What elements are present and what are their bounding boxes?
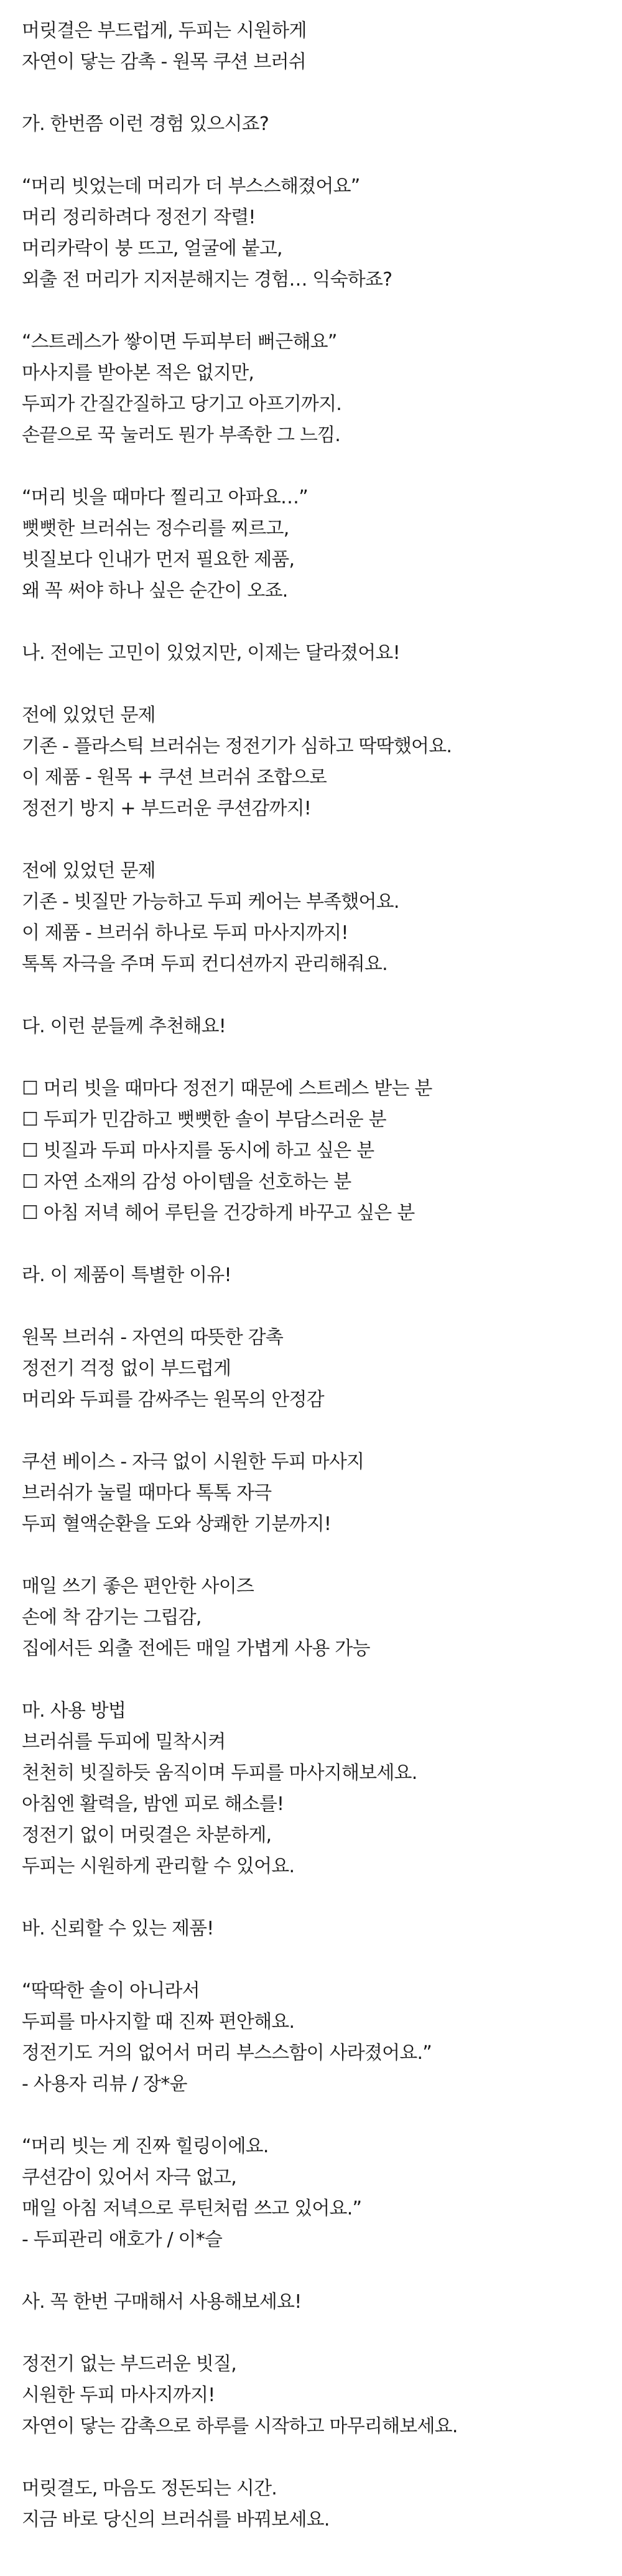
paragraph [22, 482, 600, 607]
paragraph [22, 1073, 600, 1229]
text-line: 매일 아침 저녁으로 루틴처럼 쓰고 있어요.” [22, 2198, 362, 2219]
text-line: 기존 - 플라스틱 브러쉬는 정전기가 심하고 딱딱했어요. [22, 735, 452, 757]
text-line: 다. 이런 분들께 추천해요! [22, 1015, 226, 1037]
paragraph [22, 2349, 600, 2442]
text-line: 이 제품 - 원목 + 쿠션 브러쉬 조합으로 [22, 767, 327, 788]
paragraph [22, 2287, 600, 2318]
text-line: 톡톡 자극을 주며 두피 컨디션까지 관리해줘요. [22, 953, 388, 975]
text-line: “딱딱한 솔이 아니라서 [22, 1980, 200, 2002]
text-line: - 두피관리 애호가 / 이*슬 [22, 2229, 223, 2251]
text-line: 머릿결은 부드럽게, 두피는 시원하게 [22, 20, 307, 42]
text-line: “스트레스가 쌓이면 두피부터 뻐근해요” [22, 331, 337, 353]
text-line: 자연이 닿는 감촉 - 원목 쿠션 브러쉬 [22, 51, 306, 73]
text-line: 집에서든 외출 전에든 매일 가볍게 사용 가능 [22, 1638, 370, 1659]
text-line: 지금 바로 당신의 브러쉬를 바꿔보세요. [22, 2509, 330, 2531]
text-line: 머릿결도, 마음도 정돈되는 시간. [22, 2478, 277, 2499]
text-line: 정전기 방지 + 부드러운 쿠션감까지! [22, 798, 312, 819]
text-line: 왜 꼭 써야 하나 싶은 순간이 오죠. [22, 580, 288, 602]
text-line: 정전기 없는 부드러운 빗질, [22, 2353, 236, 2375]
text-line: 두피를 마사지할 때 진짜 편안해요. [22, 2011, 295, 2033]
text-line: 마. 사용 방법 [22, 1700, 126, 1722]
text-line: 쿠션감이 있어서 자극 없고, [22, 2167, 236, 2188]
paragraph [22, 638, 600, 669]
text-line: - 사용자 리뷰 / 장*윤 [22, 2073, 187, 2095]
paragraph [22, 1260, 600, 1291]
text-line: 이 제품 - 브러쉬 하나로 두피 마사지까지! [22, 922, 348, 944]
text-line: 정전기 없이 머릿결은 차분하게, [22, 1824, 272, 1846]
text-line: 가. 한번쯤 이런 경험 있으시죠? [22, 113, 269, 135]
text-line: ☐ 빗질과 두피 마사지를 동시에 하고 싶은 분 [22, 1140, 374, 1162]
text-line: ☐ 머리 빗을 때마다 정전기 때문에 스트레스 받는 분 [22, 1078, 432, 1099]
text-line: 머리 정리하려다 정전기 작렬! [22, 207, 256, 228]
text-line: 기존 - 빗질만 가능하고 두피 케어는 부족했어요. [22, 891, 399, 913]
paragraph [22, 1322, 600, 1416]
text-line: 라. 이 제품이 특별한 이유! [22, 1264, 231, 1286]
paragraph [22, 1447, 600, 1540]
text-line: 뻣뻣한 브러쉬는 정수리를 찌르고, [22, 518, 289, 539]
paragraph [22, 700, 600, 824]
text-line: 빗질보다 인내가 먼저 필요한 제품, [22, 549, 295, 571]
text-line: 외출 전 머리가 지저분해지는 경험… 익숙하죠? [22, 269, 392, 291]
text-line: ☐ 두피가 민감하고 뻣뻣한 솔이 부담스러운 분 [22, 1109, 386, 1131]
paragraph [22, 2131, 600, 2256]
text-line: 사. 꼭 한번 구매해서 사용해보세요! [22, 2291, 302, 2313]
document-body [22, 16, 600, 2536]
text-line: 손에 착 감기는 그립감, [22, 1607, 202, 1628]
text-line: “머리 빗는 게 진짜 힐링이에요. [22, 2135, 269, 2157]
text-line: 아침엔 활력을, 밤엔 피로 해소를! [22, 1793, 284, 1815]
text-line: 정전기도 거의 없어서 머리 부스스함이 사라졌어요.” [22, 2042, 432, 2064]
text-line: 나. 전에는 고민이 있었지만, 이제는 달라졌어요! [22, 642, 400, 664]
paragraph [22, 109, 600, 140]
paragraph [22, 1696, 600, 1882]
paragraph [22, 16, 600, 78]
text-line: “머리 빗었는데 머리가 더 부스스해졌어요” [22, 175, 360, 197]
text-line: 머리와 두피를 감싸주는 원목의 안정감 [22, 1389, 324, 1411]
text-line: 천천히 빗질하듯 움직이며 두피를 마사지해보세요. [22, 1762, 417, 1784]
text-line: 손끝으로 꾹 눌러도 뭔가 부족한 그 느낌. [22, 424, 341, 446]
text-line: 두피 혈액순환을 도와 상쾌한 기분까지! [22, 1513, 332, 1535]
text-line: 전에 있었던 문제 [22, 860, 156, 882]
text-line: 두피가 간질간질하고 당기고 아프기까지. [22, 393, 342, 415]
text-line: 마사지를 받아본 적은 없지만, [22, 362, 254, 384]
text-line: 자연이 닿는 감촉으로 하루를 시작하고 마무리해보세요. [22, 2415, 458, 2437]
paragraph [22, 1011, 600, 1042]
paragraph [22, 171, 600, 296]
text-line: 브러쉬가 눌릴 때마다 톡톡 자극 [22, 1482, 272, 1504]
text-line: 바. 신뢰할 수 있는 제품! [22, 1918, 214, 1939]
paragraph [22, 327, 600, 451]
text-line: 원목 브러쉬 - 자연의 따뜻한 감촉 [22, 1327, 284, 1348]
text-line: “머리 빗을 때마다 찔리고 아파요…” [22, 487, 308, 508]
paragraph [22, 2473, 600, 2536]
paragraph [22, 1976, 600, 2100]
text-line: 쿠션 베이스 - 자극 없이 시원한 두피 마사지 [22, 1451, 364, 1473]
text-line: ☐ 자연 소재의 감성 아이템을 선호하는 분 [22, 1171, 351, 1193]
text-line: 브러쉬를 두피에 밀착시켜 [22, 1731, 226, 1753]
text-line: 머리카락이 붕 뜨고, 얼굴에 붙고, [22, 238, 282, 259]
paragraph [22, 1913, 600, 1944]
paragraph [22, 856, 600, 980]
text-line: 전에 있었던 문제 [22, 704, 156, 726]
text-line: 두피는 시원하게 관리할 수 있어요. [22, 1855, 295, 1877]
text-line: 시원한 두피 마사지까지! [22, 2384, 215, 2406]
text-line: 매일 쓰기 좋은 편안한 사이즈 [22, 1575, 254, 1597]
text-line: 정전기 걱정 없이 부드럽게 [22, 1358, 231, 1379]
paragraph [22, 1571, 600, 1664]
text-line: ☐ 아침 저녁 헤어 루틴을 건강하게 바꾸고 싶은 분 [22, 1202, 415, 1224]
